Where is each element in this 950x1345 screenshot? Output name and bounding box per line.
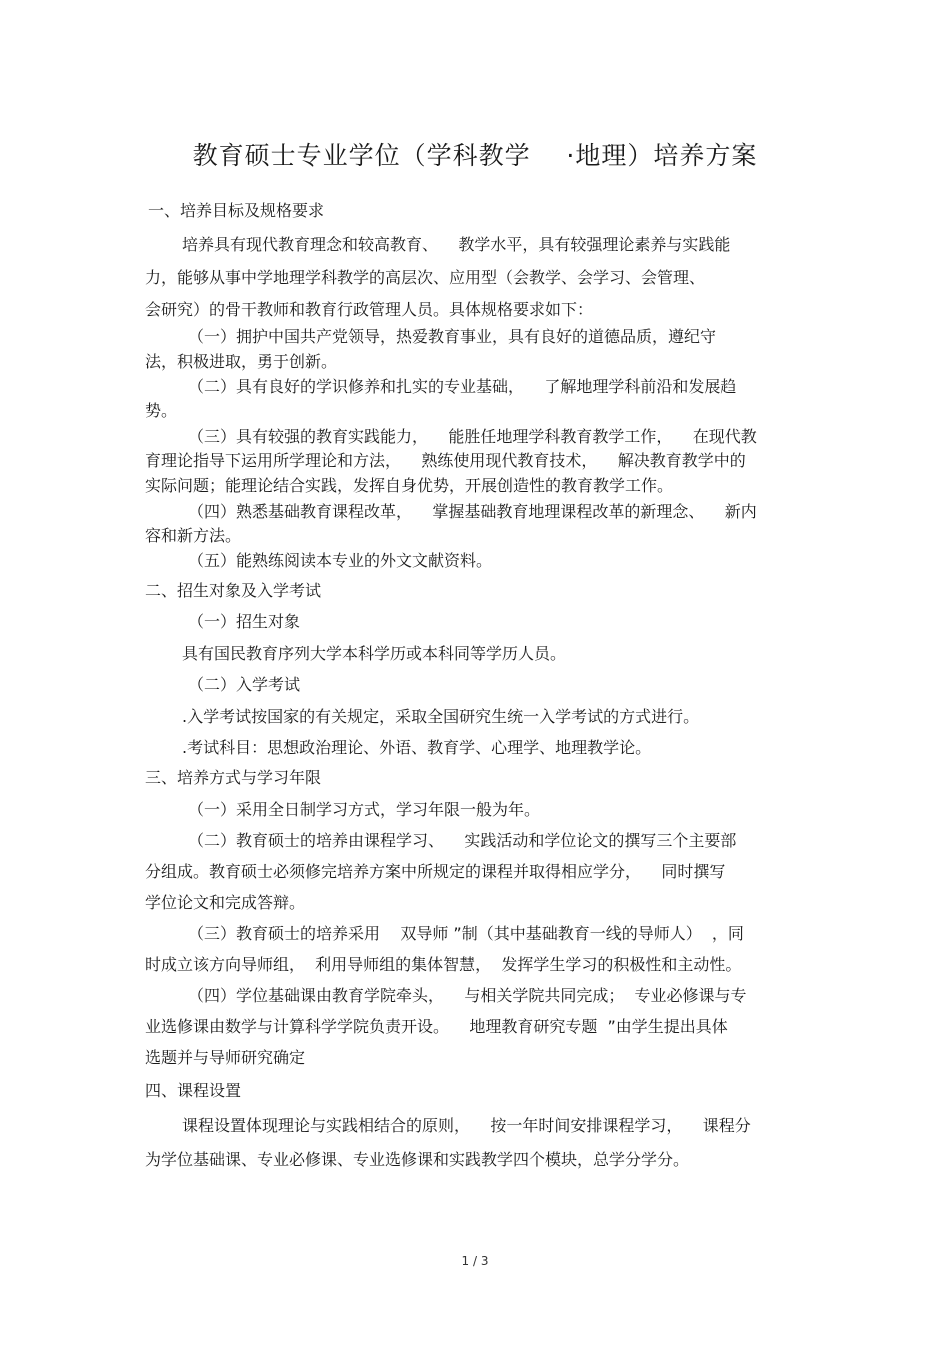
paragraph-line: （一）拥护中国共产党领导，热爱教育事业，具有良好的道德品质，遵纪守 [188,327,717,346]
paragraph-line: 势。 [145,401,178,420]
paragraph-line: 培养具有现代教育理念和较高教育、 教学水平，具有较强理论素养与实践能 [182,235,731,254]
paragraph-line: （二）具有良好的学识修养和扎实的专业基础， 了解地理学科前沿和发展趋 [188,377,737,396]
paragraph-line: .考试科目：思想政治理论、外语、教育学、心理学、地理教学论。 [182,738,652,757]
paragraph-line: .入学考试按国家的有关规定，采取全国研究生统一入学考试的方式进行。 [182,707,700,726]
paragraph-line: 育理论指导下运用所学理论和方法， 熟练使用现代教育技术， 解决教育教学中的 [145,451,746,470]
document-title: 教育硕士专业学位（学科教学 ·地理）培养方案 [192,141,758,170]
paragraph-line: （三）具有较强的教育实践能力， 能胜任地理学科教育教学工作， 在现代教 [188,427,757,446]
paragraph-line: 业选修课由数学与计算科学学院负责开设。 地理教育研究专题 ”由学生提出具体 [145,1017,728,1036]
paragraph-line: 具有国民教育序列大学本科学历或本科同等学历人员。 [182,644,567,663]
paragraph-line: 实际问题；能理论结合实践，发挥自身优势，开展创造性的教育教学工作。 [145,476,674,495]
paragraph-line: 学位论文和完成答辩。 [145,893,306,912]
section-heading-4: 四、课程设置 [145,1081,242,1100]
section-heading-1: 一、培养目标及规格要求 [148,201,325,220]
paragraph-line: （五）能熟练阅读本专业的外文文献资料。 [188,551,493,570]
paragraph-line: （二）教育硕士的培养由课程学习、 实践活动和学位论文的撰写三个主要部 [188,831,737,850]
paragraph-line: （三）教育硕士的培养采用 双导师 ”制（其中基础教育一线的导师人） ，同 [188,924,744,943]
paragraph-line: （四）熟悉基础教育课程改革， 掌握基础教育地理课程改革的新理念、 新内 [188,502,757,521]
paragraph-line: 为学位基础课、专业必修课、专业选修课和实践教学四个模块，总学分学分。 [145,1150,690,1169]
paragraph-line: 课程设置体现理论与实践相结合的原则， 按一年时间安排课程学习， 课程分 [182,1116,751,1135]
subsection-heading: （一）招生对象 [188,612,301,631]
section-heading-2: 二、招生对象及入学考试 [145,581,322,600]
paragraph-line: 时成立该方向导师组， 利用导师组的集体智慧， 发挥学生学习的积极性和主动性。 [145,955,742,974]
paragraph-line: 选题并与导师研究确定 [145,1048,306,1067]
paragraph-line: 法，积极进取，勇于创新。 [145,352,338,371]
page-number: 1 / 3 [461,1254,489,1268]
section-heading-3: 三、培养方式与学习年限 [145,768,322,787]
paragraph-line: 力，能够从事中学地理学科教学的高层次、应用型（会教学、会学习、会管理、 [145,268,706,287]
paragraph-line: （四）学位基础课由教育学院牵头， 与相关学院共同完成； 专业必修课与专 [188,986,747,1005]
paragraph-line: 会研究）的骨干教师和教育行政管理人员。具体规格要求如下： [145,300,594,319]
paragraph-line: 分组成。教育硕士必须修完培养方案中所规定的课程并取得相应学分， 同时撰写 [145,862,726,881]
paragraph-line: （一）采用全日制学习方式，学习年限一般为年。 [188,800,541,819]
paragraph-line: 容和新方法。 [145,526,242,545]
subsection-heading: （二）入学考试 [188,675,301,694]
